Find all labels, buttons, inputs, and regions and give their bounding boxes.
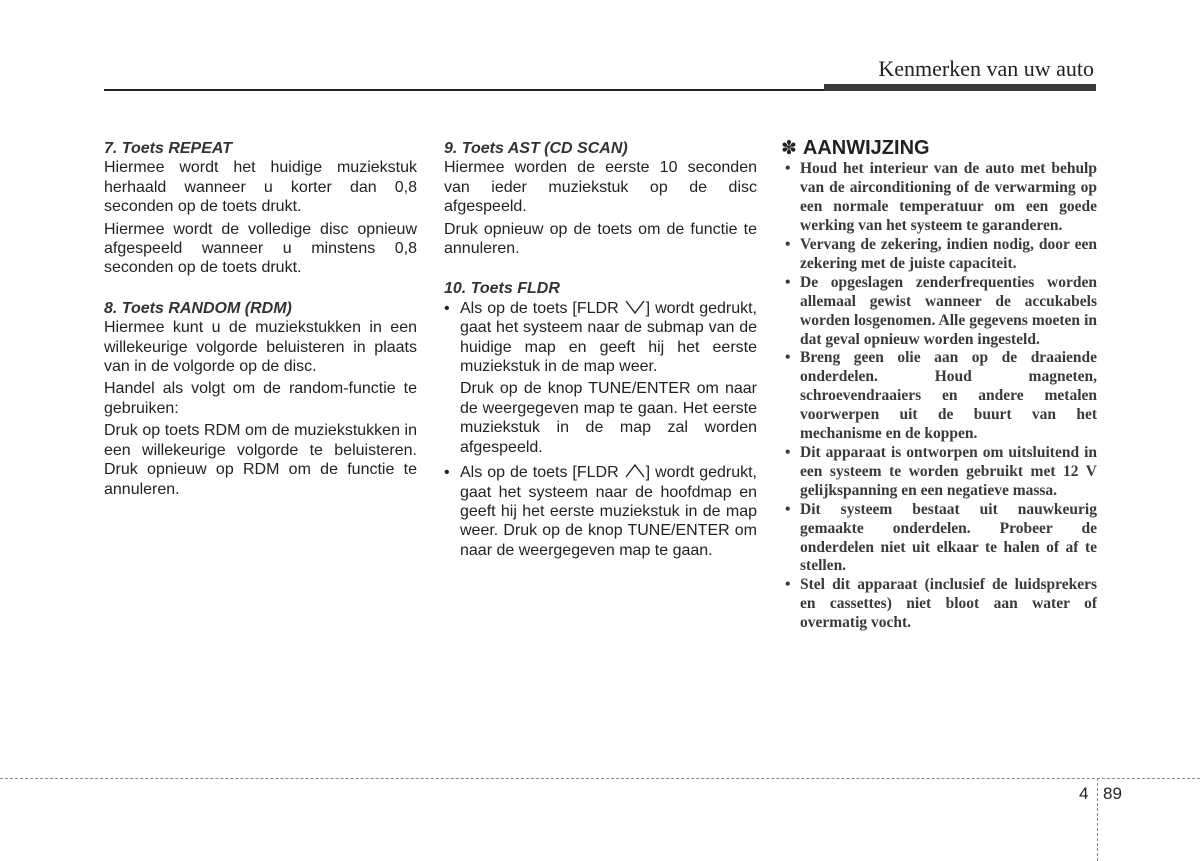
- chapter-number: 4: [1079, 784, 1089, 803]
- section-heading-fldr: 10. Toets FLDR: [444, 280, 560, 298]
- chevron-up-icon: [624, 463, 646, 479]
- list-item: [444, 463, 757, 560]
- bullet-text: Als op de toets [FLDR: [460, 299, 619, 317]
- paragraph: Hiermee wordt de volledige disc opnieuw afgespeeld wanneer u minstens 0,8 seconden op de toets drukt.: [104, 220, 417, 277]
- paragraph: Druk opnieuw op de toets om de functie te annuleren.: [444, 220, 757, 258]
- list-item: • Breng geen olie aan op de draaiende onderdelen. Houd magneten, schroevendraaiers en andere metalen voorwerpen uit de buurt van het mechanisme en de koppen.: [781, 349, 1097, 444]
- list-item: • De opgeslagen zenderfrequenties worden allemaal gewist wanneer de accukabels worden losgenomen. Alle gegevens moeten in dat geval opnieuw worden ingesteld.: [781, 274, 1097, 350]
- asterisk-icon: ✽: [781, 138, 797, 159]
- column-middle: [444, 139, 757, 563]
- list-item: • Dit apparaat is ontworpen om uitsluitend in een systeem te worden gebruikt met 12 V gelijkspanning en een negatieve massa.: [781, 444, 1097, 501]
- fldr-bullet-list: [444, 299, 757, 560]
- list-item: • Stel dit apparaat (inclusief de luidsprekers en cassettes) niet bloot aan water of overmatig vocht.: [781, 576, 1097, 633]
- bullet-text: Als op de toets [FLDR: [460, 464, 619, 482]
- section-heading-ast: 9. Toets AST (CD SCAN): [444, 140, 628, 157]
- paragraph: Hiermee wordt het huidige muziekstuk herhaald wanneer u korter dan 0,8 seconden op de toets drukt.: [104, 159, 417, 216]
- bullet-text: ] wordt gedrukt, gaat het systeem naar de submap van de huidige map en geeft hij het eerste muziekstuk in de map weer.: [460, 299, 758, 376]
- footer-vertical-divider: [1097, 778, 1098, 861]
- note-title: AANWIJZING: [802, 137, 930, 159]
- note-heading: [781, 139, 1097, 158]
- paragraph: Hiermee worden de eerste 10 seconden van ieder muziekstuk op de disc afgespeeld.: [444, 159, 757, 216]
- column-left: [104, 139, 417, 502]
- paragraph: Hiermee kunt u de muziekstukken in een willekeurige volgorde beluisteren in plaats van in de volgorde op de disc.: [104, 319, 417, 376]
- footer-divider: [0, 778, 1200, 779]
- list-item: • Houd het interieur van de auto met behulp van de airconditioning of de verwarming op een normale temperatuur om een goede werking van het systeem te garanderen.: [781, 160, 1097, 236]
- page-number: 89: [1103, 784, 1122, 803]
- list-item: • Vervang de zekering, indien nodig, door een zekering met de juiste capaciteit.: [781, 236, 1097, 274]
- paragraph: Druk op de knop TUNE/ENTER om naar de weergegeven map te gaan. Het eerste muziekstuk in de map zal worden afgespeeld.: [460, 380, 757, 456]
- paragraph: Handel als volgt om de random-functie te gebruiken:: [104, 380, 417, 417]
- bullet-text: ] wordt gedrukt, gaat het systeem naar de hoofdmap en geeft hij het eerste muziekstuk in de map weer. Druk op de knop TUNE/ENTER om naar de weergegeven map te gaan.: [460, 464, 758, 559]
- column-right-note: [781, 139, 1097, 633]
- note-list: [781, 160, 1097, 633]
- header-accent-bar: [824, 84, 1096, 91]
- list-item: [444, 299, 757, 377]
- section-heading-repeat: 7. Toets REPEAT: [104, 140, 233, 157]
- page-header-title: Kenmerken van uw auto: [878, 56, 1094, 81]
- paragraph: Druk op toets RDM om de muziekstukken in een willekeurige volgorde te beluisteren. Druk opnieuw op RDM om de functie te annuleren.: [104, 422, 417, 498]
- list-item: • Dit systeem bestaat uit nauwkeurig gemaakte onderdelen. Probeer de onderdelen niet uit elkaar te halen of af te stellen.: [781, 501, 1097, 577]
- chevron-down-icon: [624, 299, 646, 315]
- section-heading-random: 8. Toets RANDOM (RDM): [104, 299, 292, 317]
